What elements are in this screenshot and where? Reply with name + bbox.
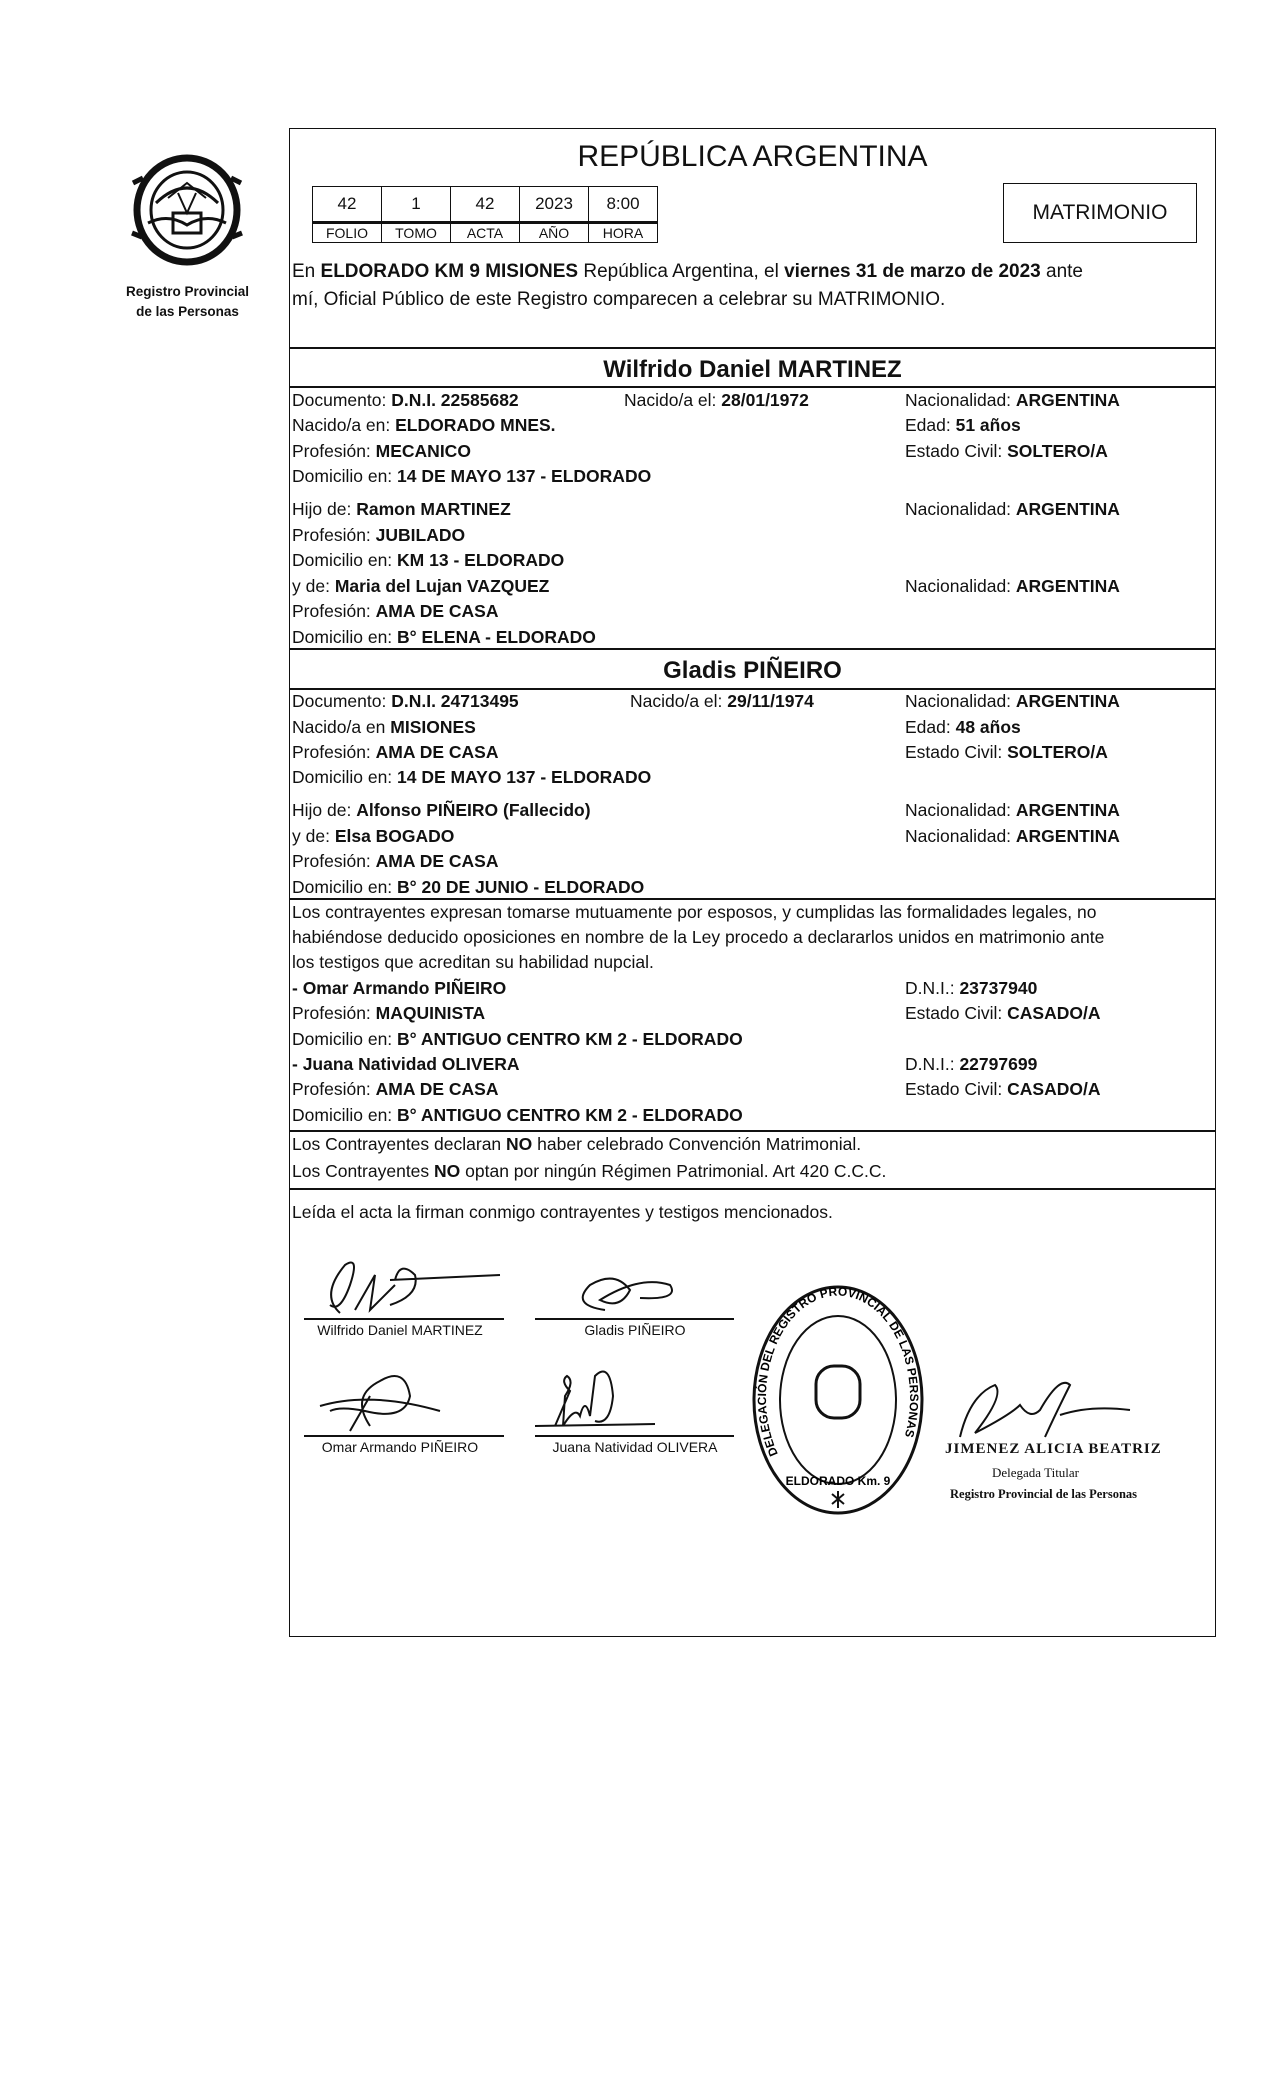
official-office: Registro Provincial de las Personas	[950, 1487, 1138, 1501]
field-value: CASADO/A	[1007, 1079, 1101, 1099]
divider	[289, 898, 1216, 900]
year-value: 2023	[520, 187, 589, 223]
field-value: ELDORADO MNES.	[395, 415, 556, 435]
field-value: MECANICO	[375, 441, 471, 461]
signature-witness2-icon	[535, 1366, 655, 1434]
intro-text: En	[292, 261, 321, 282]
signature-line	[304, 1318, 504, 1320]
spouse1-address	[292, 468, 651, 486]
field-label: Domicilio en:	[292, 550, 398, 570]
spouse2-birthdate	[630, 693, 814, 711]
field-label: Estado Civil:	[905, 1003, 1008, 1023]
field-value: 22797699	[959, 1054, 1038, 1074]
spouse1-father-nationality	[905, 501, 1120, 519]
field-label: Hijo de:	[292, 800, 357, 820]
field-value: AMA DE CASA	[375, 1079, 499, 1099]
text-emphasis: NO	[434, 1161, 461, 1181]
folio-value: 42	[313, 187, 382, 223]
convention-statement	[292, 1136, 861, 1154]
intro-line1	[292, 262, 1083, 281]
field-label: Estado Civil:	[905, 1079, 1008, 1099]
spouse2-father-nationality	[905, 802, 1120, 820]
field-label: Profesión:	[292, 1079, 376, 1099]
document-title: REPÚBLICA ARGENTINA	[577, 140, 928, 173]
signature-spouse1-icon	[300, 1255, 510, 1317]
logo-caption-line2: de las Personas	[136, 304, 239, 319]
signature-spouse2-icon	[560, 1270, 700, 1317]
divider	[289, 1188, 1216, 1190]
field-label: Nacionalidad:	[905, 499, 1016, 519]
divider	[289, 648, 1216, 650]
field-value: B° ANTIGUO CENTRO KM 2 - ELDORADO	[397, 1105, 743, 1125]
divider	[289, 347, 1216, 349]
field-value: SOLTERO/A	[1007, 742, 1108, 762]
spouse1-mother-nationality	[905, 578, 1120, 596]
witness2-civil-status	[905, 1081, 1100, 1099]
field-label: Profesión:	[292, 601, 376, 621]
field-value: ARGENTINA	[1015, 691, 1120, 711]
field-value: Ramon MARTINEZ	[356, 499, 511, 519]
hour-value: 8:00	[589, 187, 658, 223]
field-value: 51 años	[955, 415, 1021, 435]
field-label: Hijo de:	[292, 499, 357, 519]
field-value: AMA DE CASA	[375, 742, 499, 762]
declaration-line: Los contrayentes expresan tomarse mutuamente por esposos, y cumplidas las formalidades legales, no	[292, 902, 1097, 922]
witness1-profession	[292, 1005, 485, 1023]
field-label: Profesión:	[292, 742, 376, 762]
declaration-line: los testigos que acreditan su habilidad nupcial.	[292, 952, 654, 972]
witness2-name	[292, 1056, 520, 1074]
seal-text-inner: ELDORADO Km. 9	[785, 1474, 891, 1488]
intro-place: ELDORADO KM 9 MISIONES	[320, 261, 579, 282]
field-label: Profesión:	[292, 1003, 376, 1023]
official-seal-stamp	[748, 1282, 928, 1518]
witness2-address	[292, 1107, 743, 1125]
text-emphasis: NO	[506, 1134, 533, 1154]
field-value: B° 20 DE JUNIO - ELDORADO	[397, 877, 645, 897]
spouse2-mother-nationality	[905, 828, 1120, 846]
divider	[289, 1130, 1216, 1132]
province-logo	[128, 153, 246, 268]
year-label: AÑO	[520, 223, 589, 243]
spouse1-father	[292, 501, 511, 519]
field-value: 48 años	[955, 717, 1021, 737]
field-value: ARGENTINA	[1015, 499, 1120, 519]
field-value: 28/01/1972	[721, 390, 809, 410]
field-value: 29/11/1974	[727, 691, 814, 711]
witness1-civil-status	[905, 1005, 1100, 1023]
field-label: y de:	[292, 826, 335, 846]
field-value: D.N.I. 24713495	[391, 691, 519, 711]
spouse1-documento	[292, 392, 519, 410]
field-value: ARGENTINA	[1015, 800, 1120, 820]
field-label: Domicilio en:	[292, 767, 398, 787]
field-value: SOLTERO/A	[1007, 441, 1108, 461]
field-value: - Juana Natividad OLIVERA	[292, 1054, 520, 1074]
spouse2-age	[905, 719, 1021, 737]
field-value: 14 DE MAYO 137 - ELDORADO	[397, 466, 652, 486]
field-label: Domicilio en:	[292, 466, 398, 486]
field-label: y de:	[292, 576, 335, 596]
closing-statement: Leída el acta la firman conmigo contrayentes y testigos mencionados.	[292, 1202, 833, 1222]
spouse1-mother-address	[292, 629, 596, 647]
text: Los Contrayentes declaran	[292, 1134, 507, 1154]
logo-caption-line1: Registro Provincial	[125, 284, 250, 299]
spouse1-mother	[292, 578, 549, 596]
field-value: CASADO/A	[1007, 1003, 1101, 1023]
folio-label: FOLIO	[313, 223, 382, 243]
field-label: Domicilio en:	[292, 1105, 398, 1125]
spouse1-mother-profession	[292, 603, 498, 621]
text: Los Contrayentes	[292, 1161, 435, 1181]
field-value: B° ELENA - ELDORADO	[397, 627, 596, 647]
spouse2-mother-profession	[292, 853, 498, 871]
field-label: Nacido/a en	[292, 717, 391, 737]
spouse1-birthdate	[624, 392, 809, 410]
spouse1-father-address	[292, 552, 564, 570]
spouse2-name: Gladis PIÑEIRO	[663, 657, 842, 684]
witness2-dni	[905, 1056, 1037, 1074]
field-label: Documento:	[292, 691, 392, 711]
spouse1-father-profession	[292, 527, 465, 545]
field-value: Maria del Lujan VAZQUEZ	[334, 576, 550, 596]
signature-official-icon	[950, 1375, 1140, 1441]
field-label: Profesión:	[292, 525, 376, 545]
spouse2-mother	[292, 828, 454, 846]
act-type-box: MATRIMONIO	[1003, 183, 1197, 243]
signature-line	[535, 1435, 734, 1437]
intro-text: ante	[1040, 261, 1083, 282]
witness1-address	[292, 1031, 743, 1049]
text: optan por ningún Régimen Patrimonial. Art 420 C.C.C.	[460, 1161, 887, 1181]
field-label: D.N.I.:	[905, 978, 960, 998]
tomo-label: TOMO	[382, 223, 451, 243]
field-value: - Omar Armando PIÑEIRO	[292, 978, 507, 998]
spouse2-profession	[292, 744, 498, 762]
field-value: KM 13 - ELDORADO	[397, 550, 565, 570]
witness2-profession	[292, 1081, 498, 1099]
declaration-line: habiéndose deducido oposiciones en nombre de la Ley procedo a declararlos unidos en matrimonio ante	[292, 927, 1105, 947]
registry-table	[312, 186, 658, 243]
signature-witness1-icon	[310, 1366, 470, 1434]
signature-label-witness2: Juana Natividad OLIVERA	[552, 1439, 718, 1455]
field-value: B° ANTIGUO CENTRO KM 2 - ELDORADO	[397, 1029, 743, 1049]
field-label: Nacionalidad:	[905, 800, 1016, 820]
field-label: Nacionalidad:	[905, 691, 1016, 711]
seal-star-icon	[832, 1491, 844, 1508]
acta-label: ACTA	[451, 223, 520, 243]
field-label: Profesión:	[292, 851, 376, 871]
official-name: JIMENEZ ALICIA BEATRIZ	[945, 1441, 1162, 1457]
spouse2-birthplace	[292, 719, 476, 737]
signature-line	[535, 1318, 734, 1320]
signature-line	[304, 1435, 504, 1437]
field-label: Nacido/a en:	[292, 415, 396, 435]
field-value: Elsa BOGADO	[334, 826, 455, 846]
field-label: Profesión:	[292, 441, 376, 461]
field-label: Domicilio en:	[292, 627, 398, 647]
field-value: ARGENTINA	[1015, 826, 1120, 846]
intro-line2: mí, Oficial Público de este Registro comparecen a celebrar su MATRIMONIO.	[292, 289, 946, 310]
field-value: MAQUINISTA	[375, 1003, 486, 1023]
hour-label: HORA	[589, 223, 658, 243]
intro-text: República Argentina, el	[578, 261, 785, 282]
witness1-dni	[905, 980, 1037, 998]
spouse1-age	[905, 417, 1021, 435]
signature-label-spouse2: Gladis PIÑEIRO	[584, 1322, 686, 1338]
intro-date: viernes 31 de marzo de 2023	[784, 261, 1041, 282]
witness1-name	[292, 980, 506, 998]
field-label: Domicilio en:	[292, 1029, 398, 1049]
seal-coat-of-arms-icon	[816, 1366, 860, 1418]
field-value: 23737940	[959, 978, 1038, 998]
field-value: D.N.I. 22585682	[391, 390, 519, 410]
spouse1-civil-status	[905, 443, 1108, 461]
spouse1-name: Wilfrido Daniel MARTINEZ	[603, 356, 902, 383]
official-title: Delegada Titular	[992, 1465, 1080, 1480]
field-value: Alfonso PIÑEIRO (Fallecido)	[356, 800, 591, 820]
field-value: JUBILADO	[375, 525, 466, 545]
divider	[289, 688, 1216, 690]
spouse2-documento	[292, 693, 519, 711]
field-value: 14 DE MAYO 137 - ELDORADO	[397, 767, 652, 787]
field-value: ARGENTINA	[1015, 576, 1120, 596]
spouse2-civil-status	[905, 744, 1108, 762]
regime-statement	[292, 1163, 886, 1181]
spouse2-mother-address	[292, 879, 644, 897]
field-label: Estado Civil:	[905, 441, 1008, 461]
field-value: MISIONES	[390, 717, 476, 737]
field-label: Domicilio en:	[292, 877, 398, 897]
field-label: Edad:	[905, 415, 956, 435]
field-label: Nacionalidad:	[905, 576, 1016, 596]
field-label: D.N.I.:	[905, 1054, 960, 1074]
misiones-coat-of-arms-icon	[128, 153, 246, 268]
spouse2-address	[292, 769, 651, 787]
spouse2-nationality	[905, 693, 1120, 711]
signature-label-spouse1: Wilfrido Daniel MARTINEZ	[317, 1322, 483, 1338]
field-value: AMA DE CASA	[375, 601, 499, 621]
divider	[289, 386, 1216, 388]
acta-value: 42	[451, 187, 520, 223]
field-label: Nacionalidad:	[905, 826, 1016, 846]
signature-label-witness1: Omar Armando PIÑEIRO	[321, 1439, 479, 1455]
seal-text-outer	[754, 1284, 921, 1458]
field-label: Nacido/a el:	[624, 390, 722, 410]
spouse1-birthplace	[292, 417, 556, 435]
field-label: Documento:	[292, 390, 392, 410]
spouse1-nationality	[905, 392, 1120, 410]
field-label: Edad:	[905, 717, 956, 737]
field-label: Nacido/a el:	[630, 691, 728, 711]
seal-text-outer-path: DELEGACIÓN DEL REGISTRO PROVINCIAL DE LAS PERSONAS	[754, 1284, 921, 1459]
text: haber celebrado Convención Matrimonial.	[532, 1134, 862, 1154]
spouse2-father	[292, 802, 591, 820]
field-value: AMA DE CASA	[375, 851, 499, 871]
spouse1-profession	[292, 443, 471, 461]
field-label: Estado Civil:	[905, 742, 1008, 762]
field-label: Nacionalidad:	[905, 390, 1016, 410]
field-value: ARGENTINA	[1015, 390, 1120, 410]
tomo-value: 1	[382, 187, 451, 223]
